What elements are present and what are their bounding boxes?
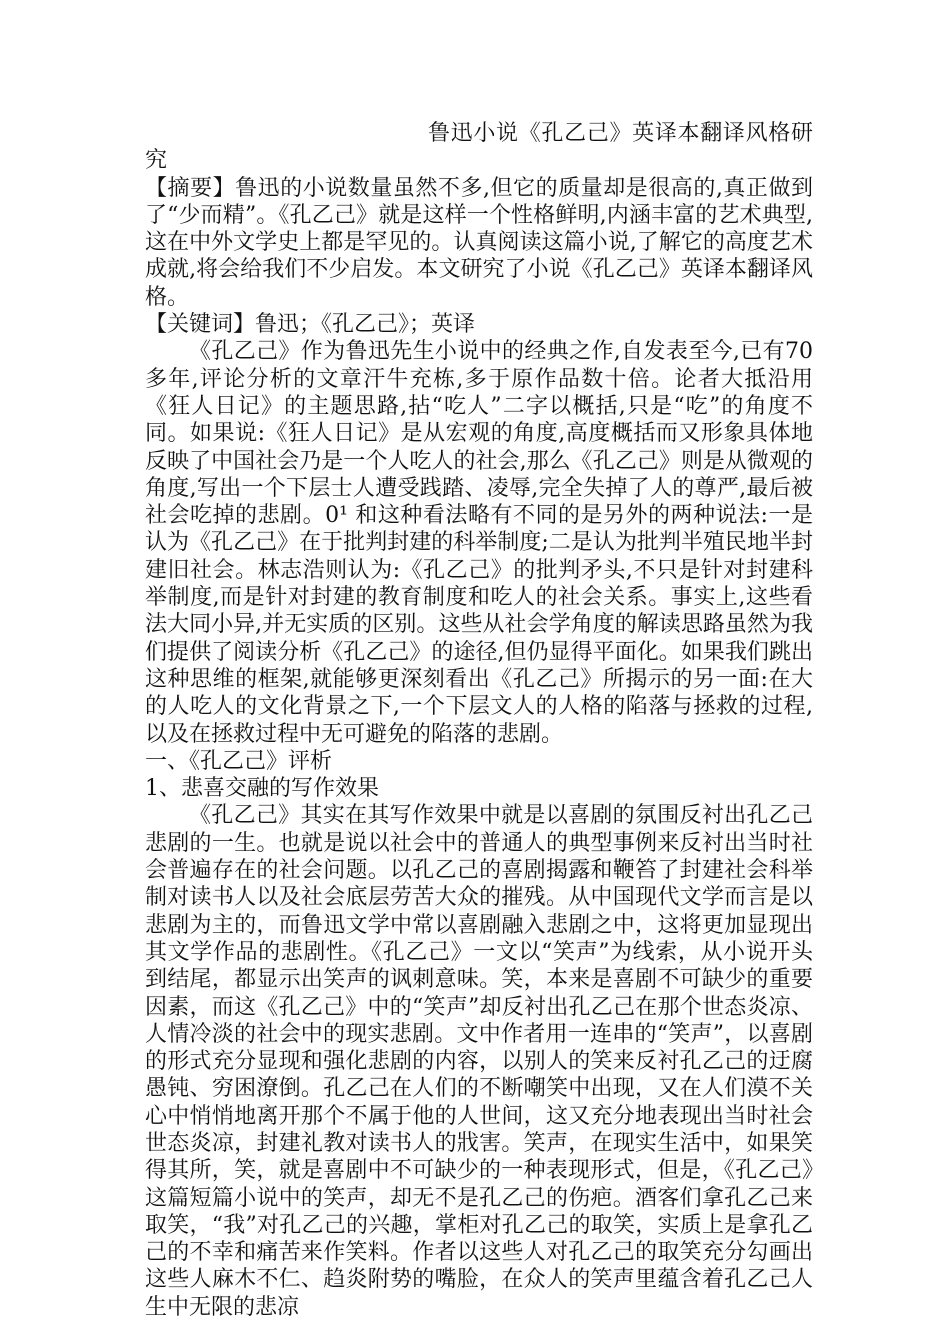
section-heading: 一、《孔乙己》评析 xyxy=(145,748,333,774)
subsection-heading: 1、悲喜交融的写作效果 xyxy=(145,776,379,802)
document-page xyxy=(145,120,813,1321)
abstract-paragraph: 【摘要】鲁迅的小说数量虽然不多,但它的质量却是很高的,真正做到了“少而精”。《孔乙己》就是这样一个性格鲜明,内涵丰富的艺术典型,这在中外文学史上都是罕见的。认真阅读这篇小说,了解它的高度艺术成就,将会给我们不少启发。本文研究了小说《孔乙己》英译本翻译风格。 xyxy=(145,175,813,310)
body-paragraph-1: 《孔乙己》作为鲁迅先生小说中的经典之作,自发表至今,已有70多年,评论分析的文章汗牛充栋,多于原作品数十倍。论者大抵沿用《狂人日记》的主题思路,拈“吃人”二字以概括,只是“吃”的角度不同。如果说:《狂人日记》是从宏观的角度,高度概括而又形象具体地反映了中国社会乃是一个人吃人的社会,那么《孔乙己》则是从微观的角度,写出一个下层士人遭受践踏、凌辱,完全失掉了人的尊严,最后被社会吃掉的悲剧。0¹ 和这种看法略有不同的是另外的两种说法:一是认为《孔乙己》在于批判封建的科举制度;二是认为批判半殖民地半封建旧社会。林志浩则认为:《孔乙己》的批判矛头,不只是针对封建科举制度,而是针对封建的教育制度和吃人的社会关系。事实上,这些看法大同小异,并无实质的区别。这些从社会学角度的解读思路虽然为我们提供了阅读分析《孔乙己》的途径,但仍显得平面化。如果我们跳出这种思维的框架,就能够更深刻看出《孔乙己》所揭示的另一面:在大的人吃人的文化背景之下,一个下层文人的人格的陷落与拯救的过程,以及在拯救过程中无可避免的陷落的悲剧。 xyxy=(145,339,813,747)
keywords-line: 【关键词】鲁迅；《孔乙己》；英译 xyxy=(145,312,476,338)
document-title: 鲁迅小说《孔乙己》英译本翻译风格研究 xyxy=(145,121,813,174)
body-paragraph-2: 《孔乙己》其实在其写作效果中就是以喜剧的氛围反衬出孔乙己悲剧的一生。也就是说以社会中的普通人的典型事例来反衬出当时社会普遍存在的社会问题。以孔乙己的喜剧揭露和鞭笞了封建社会科举制对读书人以及社会底层劳苦大众的摧残。从中国现代文学而言是以悲剧为主的，而鲁迅文学中常以喜剧融入悲剧之中，这将更加显现出其文学作品的悲剧性。《孔乙己》一文以“笑声”为线索，从小说开头到结尾，都显示出笑声的讽刺意味。笑，本来是喜剧不可缺少的重要因素，而这《孔乙己》中的“笑声”却反衬出孔乙己在那个世态炎凉、人情冷淡的社会中的现实悲剧。文中作者用一连串的“笑声”，以喜剧的形式充分显现和强化悲剧的内容，以别人的笑来反衬孔乙己的迂腐愚钝、穷困潦倒。孔乙己在人们的不断嘲笑中出现，又在人们漠不关心中悄悄地离开那个不属于他的人世间，这又充分地表现出当时社会世态炎凉，封建礼教对读书人的戕害。笑声，在现实生活中，如果笑得其所，笑，就是喜剧中不可缺少的一种表现形式，但是，《孔乙己》这篇短篇小说中的笑声，却无不是孔乙己的伤疤。酒客们拿孔乙己来取笑，“我”对孔乙己的兴趣，掌柜对孔乙己的取笑，实质上是拿孔乙己的不幸和痛苦来作笑料。作者以这些人对孔乙己的取笑充分勾画出这些人麻木不仁、趋炎附势的嘴脸，在众人的笑声里蕴含着孔乙己人生中无限的悲凉 xyxy=(145,803,813,1320)
